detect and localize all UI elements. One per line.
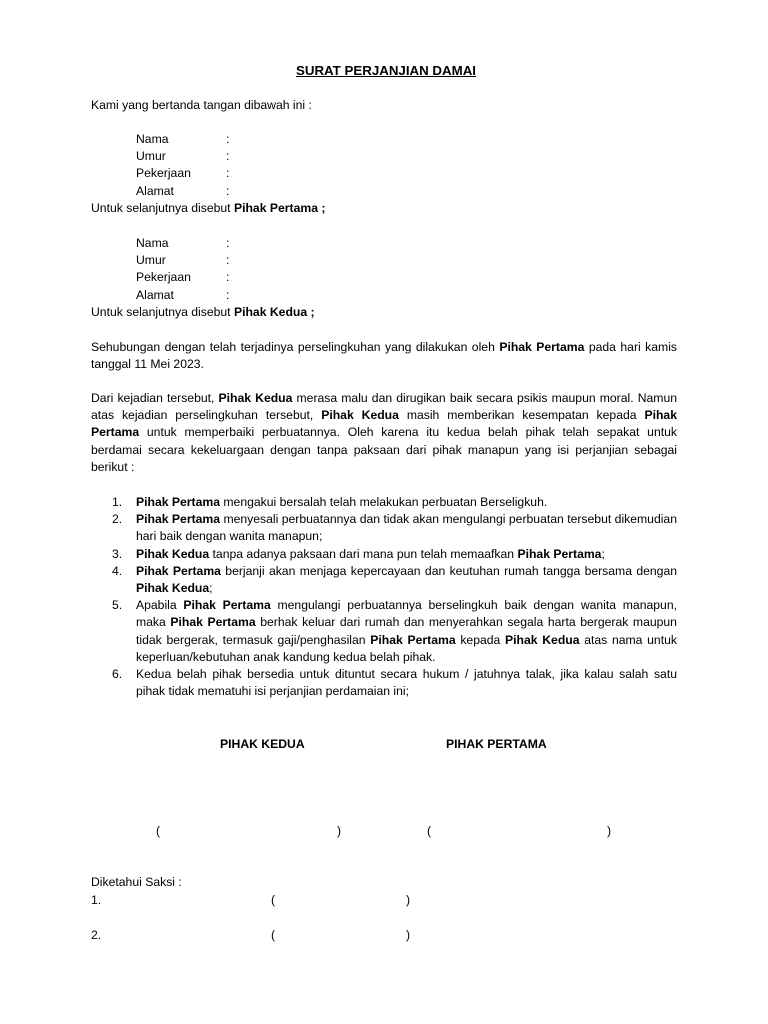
agreement-list (91, 494, 677, 700)
witness-open-paren: ( (271, 893, 276, 907)
field-label: Umur (136, 149, 166, 164)
field-label: Umur (136, 253, 166, 268)
agreement-text: atas nama untuk keperluan/kebutuhan anak kandung kedua belah pihak. (136, 632, 677, 664)
agreement-item (91, 597, 677, 666)
field-colon: : (226, 132, 230, 146)
agreement-bold-text: Pihak Pertama (170, 615, 256, 630)
agreement-text: kepada (455, 632, 506, 647)
agreement-bold-text: Pihak Kedua (136, 546, 210, 561)
paragraph-text: merasa malu dan dirugikan baik secara psikis maupun moral. Namun atas kejadian perselingkuhan tersebut, (91, 391, 677, 423)
party-two-address-row (91, 287, 677, 304)
witness-close-paren: ) (406, 928, 411, 942)
paragraph-text: Dari kejadian tersebut, (91, 391, 219, 405)
signature-close-paren: ) (337, 824, 342, 838)
paragraph-bold: Pihak Pertama (91, 408, 677, 440)
paragraph-text: untuk memperbaiki perbuatannya. Oleh karena itu kedua belah pihak telah sepakat untuk berdamai secara kekeluargaan dengan tanpa paksaan dari pihak manapun yang isi perjanjian sebagai berikut : (91, 425, 677, 474)
party-one-designation (91, 200, 677, 217)
agreement-bold-text: Pihak Pertama (517, 546, 602, 561)
agreement-text: tanpa adanya paksaan dari mana pun telah memaafkan (209, 546, 518, 561)
agreement-bold-text: Pihak Pertama (370, 632, 456, 647)
agreement-text: Kedua belah pihak bersedia untuk dituntut secara hukum / jatuhnya talak, jika kalau salah satu pihak tidak mematuhi isi perjanjian perdamaian ini; (136, 667, 677, 699)
witness-heading: Diketahui Saksi : (91, 875, 182, 889)
agreement-bold-text: Pihak Kedua (136, 581, 210, 596)
agreement-number: 6. (112, 667, 123, 682)
field-label: Nama (136, 132, 169, 146)
agreement-number: 5. (112, 598, 123, 613)
agreement-bold-text: Pihak Pertama (136, 563, 221, 578)
agreement-text: mengakui bersalah telah melakukan perbuatan Berseligkuh. (220, 495, 548, 509)
paragraph-bold: Pihak Kedua (321, 408, 399, 423)
agreement-text: ; (209, 581, 213, 596)
incident-paragraph (91, 339, 677, 373)
witness-number: 2. (91, 928, 102, 942)
field-label: Pekerjaan (136, 270, 191, 285)
party-two-name-row (91, 235, 677, 252)
designation-bold: Pihak Kedua ; (233, 304, 315, 319)
paragraph-text: pada hari kamis tanggal 11 Mei 2023. (91, 340, 678, 372)
witness-close-paren: ) (406, 893, 411, 907)
designation-text: Untuk selanjutnya disebut (91, 304, 234, 319)
agreement-number: 1. (112, 495, 123, 509)
agreement-item (91, 666, 677, 700)
agreement-number: 4. (112, 563, 123, 578)
agreement-intro-paragraph (91, 390, 677, 476)
field-label: Nama (136, 236, 169, 250)
paragraph-text: Sehubungan dengan telah terjadinya perselingkuhan yang dilakukan oleh (91, 340, 500, 354)
signature-open-paren: ( (156, 824, 161, 838)
field-colon: : (226, 236, 230, 250)
agreement-text: ; (601, 546, 605, 561)
agreement-item (91, 563, 677, 597)
party-one-job-row (91, 165, 677, 182)
agreement-text: menyesali perbuatannya dan tidak akan mengulangi perbuatan tersebut dikemudian hari baik dengan wanita manapun; (136, 512, 677, 544)
field-colon: : (226, 166, 230, 181)
field-colon: : (226, 287, 230, 302)
intro-text: Kami yang bertanda tangan dibawah ini : (91, 98, 312, 112)
signature-label-pihak-kedua: PIHAK KEDUA (220, 737, 305, 751)
field-colon: : (226, 253, 230, 268)
signature-label-pihak-pertama: PIHAK PERTAMA (446, 737, 547, 751)
party-two-job-row (91, 269, 677, 286)
field-label: Pekerjaan (136, 166, 191, 181)
signature-open-paren: ( (427, 824, 432, 838)
agreement-item (91, 494, 677, 511)
agreement-text: Apabila (136, 598, 184, 613)
agreement-bold-text: Pihak Pertama (136, 512, 221, 527)
party-two-age-row (91, 252, 677, 269)
agreement-bold-text: Pihak Kedua (505, 632, 580, 647)
field-colon: : (226, 183, 230, 198)
paragraph-bold: Pihak Kedua (218, 391, 293, 405)
document-title: SURAT PERJANJIAN DAMAI (295, 63, 476, 78)
agreement-bold-text: Pihak Pertama (183, 598, 271, 613)
designation-text: Untuk selanjutnya disebut (91, 200, 234, 215)
party-one-fields (91, 131, 677, 217)
agreement-item (91, 546, 677, 563)
agreement-text: mengulangi perbuatannya berselingkuh baik dengan wanita manapun, maka (136, 598, 677, 630)
witness-number: 1. (91, 893, 102, 907)
party-two-fields (91, 235, 677, 321)
field-colon: : (226, 149, 230, 164)
paragraph-text: masih memberikan kesempatan kepada (398, 408, 645, 423)
paragraph-bold: Pihak Pertama (499, 340, 585, 354)
party-one-address-row (91, 183, 677, 200)
party-one-name-row (91, 131, 677, 148)
agreement-text: berjanji akan menjaga kepercayaan dan keutuhan rumah tangga bersama dengan (220, 563, 677, 578)
field-colon: : (226, 270, 230, 285)
witness-open-paren: ( (271, 928, 276, 942)
agreement-number: 3. (112, 546, 123, 561)
field-label: Alamat (136, 287, 174, 302)
agreement-text: berhak keluar dari rumah dan menyerahkan segala harta bergerak maupun tidak bergerak, termasuk gaji/penghasilan (136, 615, 677, 647)
signature-close-paren: ) (607, 824, 612, 838)
party-two-designation (91, 304, 677, 321)
agreement-number: 2. (112, 512, 123, 527)
field-label: Alamat (136, 183, 174, 198)
agreement-item (91, 511, 677, 545)
party-one-age-row (91, 148, 677, 165)
designation-bold: Pihak Pertama ; (233, 200, 326, 215)
agreement-bold-text: Pihak Pertama (136, 495, 221, 509)
